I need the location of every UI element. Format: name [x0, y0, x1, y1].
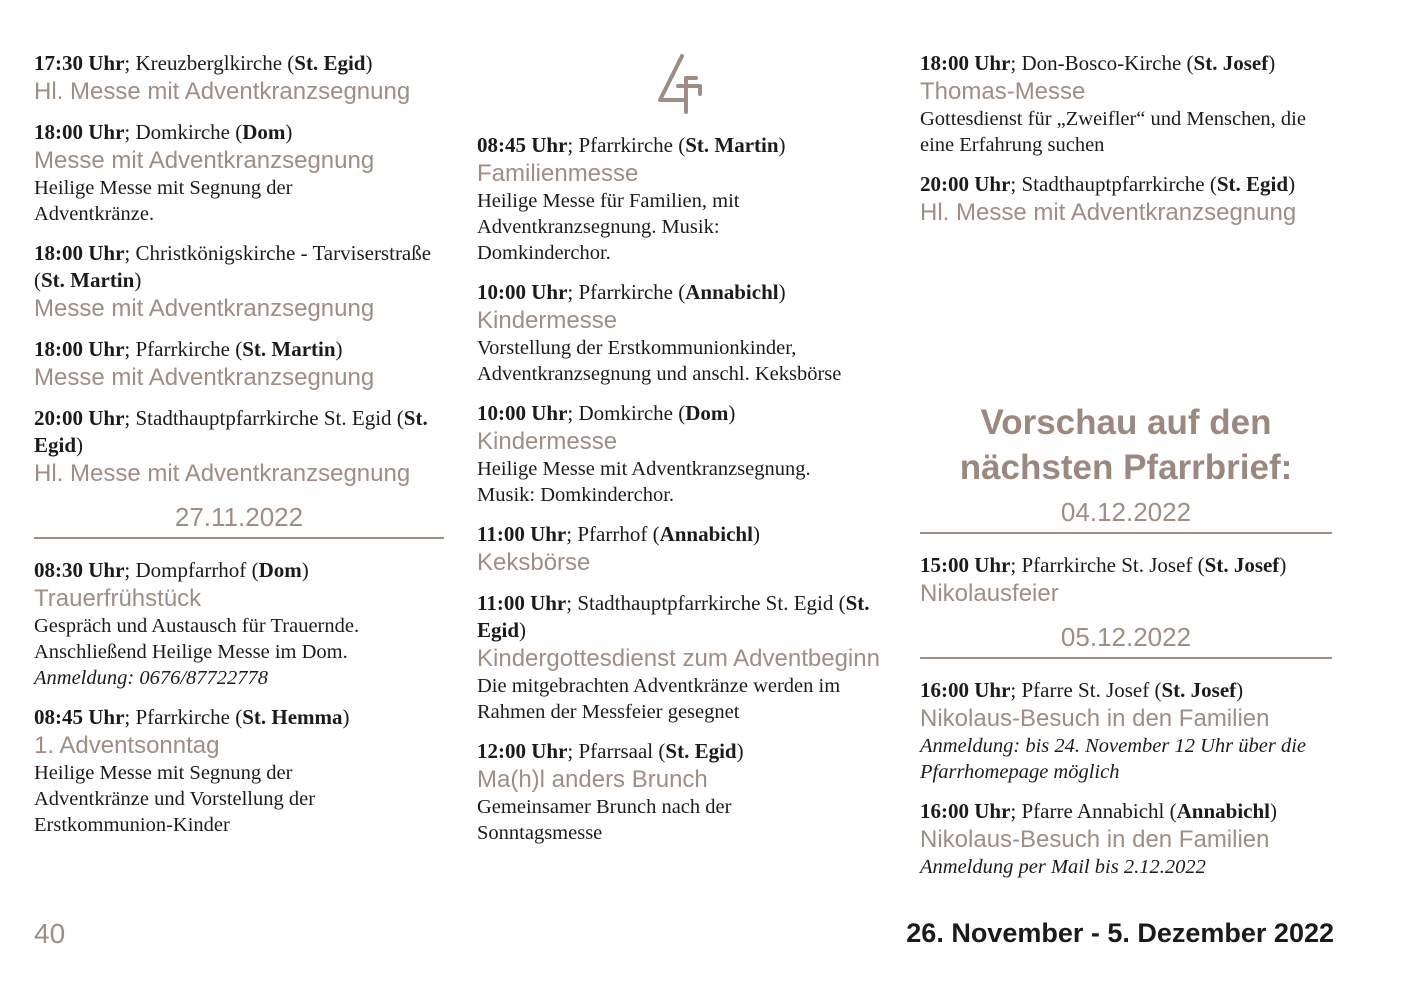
- event-place: ; Pfarrkirche: [567, 133, 679, 157]
- event-parish: St. Josef: [1193, 51, 1269, 75]
- event-entry: 16:00 Uhr; Pfarre St. Josef (St. Josef) Nikolaus-Besuch in den Familien Anmeldung: bis 24. November 12 Uhr über die Pfarrhomepage möglich: [920, 677, 1332, 785]
- event-entry: 18:00 Uhr; Don-Bosco-Kirche (St. Josef) Thomas-Messe Gottesdienst für „Zweifler“ und Menschen, die eine Erfahrung suchen: [920, 50, 1332, 158]
- column-right: [920, 50, 1332, 893]
- event-description: Gemeinsamer Brunch nach der Sonntagsmesse: [477, 796, 732, 844]
- event-place: ; Pfarrkirche St. Josef: [1010, 553, 1198, 577]
- event-title: Nikolaus-Besuch in den Familien: [920, 705, 1270, 732]
- event-place: ; Stadthauptpfarrkirche St. Egid: [124, 406, 397, 430]
- event-place: ; Domkirche: [567, 401, 679, 425]
- event-time: 18:00 Uhr: [34, 337, 125, 361]
- event-entry: 15:00 Uhr; Pfarrkirche St. Josef (St. Josef) Nikolausfeier: [920, 552, 1332, 608]
- event-parish: St. Egid: [477, 591, 870, 642]
- event-entry: 08:30 Uhr; Dompfarrhof (Dom) Trauerfrühstück Gespräch und Austausch für Trauernde. Anschließend Heilige Messe im Dom. Anmeldung: 0676/87722778: [34, 557, 444, 691]
- event-time: 18:00 Uhr: [920, 51, 1011, 75]
- page-number: 40: [34, 918, 66, 949]
- event-title: Hl. Messe mit Adventkranzsegnung: [920, 199, 1297, 226]
- date-heading: 05.12.2022: [920, 621, 1332, 659]
- event-description: Die mitgebrachten Adventkränze werden im Rahmen der Messfeier gesegnet: [477, 675, 841, 723]
- event-parish: St. Josef: [1161, 678, 1237, 702]
- event-parish: St. Egid: [34, 406, 428, 457]
- event-title: Messe mit Adventkranzsegnung: [34, 364, 375, 391]
- event-title: Familienmesse: [477, 160, 639, 187]
- event-place: ; Christkönigskirche - Tarviserstraße: [124, 241, 432, 265]
- event-parish: St. Josef: [1204, 553, 1280, 577]
- event-place: ; Pfarrkirche: [567, 280, 679, 304]
- event-note: Anmeldung per Mail bis 2.12.2022: [920, 856, 1206, 878]
- event-time: 10:00 Uhr: [477, 401, 568, 425]
- event-parish: St. Martin: [242, 337, 336, 361]
- event-entry: 20:00 Uhr; Stadthauptpfarrkirche (St. Egid) Hl. Messe mit Adventkranzsegnung: [920, 171, 1332, 227]
- event-place: ; Domkirche: [124, 120, 236, 144]
- event-note: Anmeldung: 0676/87722778: [34, 667, 269, 689]
- date-heading: 04.12.2022: [920, 496, 1332, 534]
- event-place: ; Pfarre St. Josef: [1010, 678, 1155, 702]
- event-entry: 08:45 Uhr; Pfarrkirche (St. Martin) Familienmesse Heilige Messe für Familien, mit Adventkranzsegnung. Musik: Domkinderchor.: [477, 132, 887, 266]
- event-title: Kindermesse: [477, 307, 618, 334]
- event-description: Heilige Messe für Familien, mit Adventkranzsegnung. Musik: Domkinderchor.: [477, 190, 740, 264]
- event-parish: St. Egid: [665, 739, 737, 763]
- event-entry: 20:00 Uhr; Stadthauptpfarrkirche St. Egid (St. Egid) Hl. Messe mit Adventkranzsegnung: [34, 405, 444, 488]
- column-left: [34, 50, 444, 851]
- event-parish: St. Martin: [685, 133, 779, 157]
- event-entry: 10:00 Uhr; Domkirche (Dom) Kindermesse Heilige Messe mit Adventkranzsegnung. Musik: Domkinderchor.: [477, 400, 887, 508]
- event-entry: 18:00 Uhr; Domkirche (Dom) Messe mit Adventkranzsegnung Heilige Messe mit Segnung der Adventkränze.: [34, 119, 444, 227]
- event-parish: Annabichl: [685, 280, 779, 304]
- event-title: Trauerfrühstück: [34, 585, 202, 612]
- event-parish: Annabichl: [659, 522, 753, 546]
- event-description: Heilige Messe mit Segnung der Adventkränze.: [34, 177, 293, 225]
- event-place: ; Pfarrsaal: [567, 739, 659, 763]
- event-place: ; Pfarrkirche: [124, 337, 236, 361]
- preview-heading: Vorschau auf den nächsten Pfarrbrief:: [959, 403, 1293, 487]
- event-time: 17:30 Uhr: [34, 51, 125, 75]
- advent-sunday-marker: [477, 50, 887, 132]
- event-note: Anmeldung: bis 24. November 12 Uhr über die Pfarrhomepage möglich: [920, 735, 1307, 783]
- event-time: 10:00 Uhr: [477, 280, 568, 304]
- date-range: 26. November - 5. Dezember 2022: [906, 918, 1334, 948]
- event-parish: St. Martin: [41, 268, 135, 292]
- spacer: [920, 240, 1332, 400]
- event-time: 18:00 Uhr: [34, 241, 125, 265]
- event-time: 11:00 Uhr: [477, 522, 567, 546]
- event-place: ; Pfarrhof: [566, 522, 653, 546]
- event-title: Hl. Messe mit Adventkranzsegnung: [34, 460, 411, 487]
- event-title: Messe mit Adventkranzsegnung: [34, 295, 375, 322]
- advent-four-cross-icon: [652, 50, 712, 116]
- event-time: 15:00 Uhr: [920, 553, 1011, 577]
- event-entry: 08:45 Uhr; Pfarrkirche (St. Hemma) 1. Adventsonntag Heilige Messe mit Segnung der Adventkränze und Vorstellung der Erstkommunion-Kinder: [34, 704, 444, 838]
- column-middle: [477, 50, 887, 859]
- event-place: ; Stadthauptpfarrkirche: [1010, 172, 1210, 196]
- event-parish: St. Hemma: [242, 705, 343, 729]
- event-place: ; Pfarrkirche: [124, 705, 236, 729]
- event-title: Messe mit Adventkranzsegnung: [34, 147, 375, 174]
- event-place: ; Pfarre Annabichl: [1010, 799, 1170, 823]
- event-parish: Dom: [242, 120, 286, 144]
- event-place: ; Dompfarrhof: [124, 558, 252, 582]
- event-parish: St. Egid: [294, 51, 366, 75]
- event-time: 16:00 Uhr: [920, 799, 1011, 823]
- event-title: Nikolaus-Besuch in den Familien: [920, 826, 1270, 853]
- event-entry: 11:00 Uhr; Stadthauptpfarrkirche St. Egid (St. Egid) Kindergottesdienst zum Adventbeginn Die mitgebrachten Adventkränze werden im Rahmen der Messfeier gesegnet: [477, 590, 887, 725]
- event-time: 16:00 Uhr: [920, 678, 1011, 702]
- event-entry: 11:00 Uhr; Pfarrhof (Annabichl) Keksbörse: [477, 521, 887, 577]
- date-heading: 27.11.2022: [34, 501, 444, 539]
- event-title: 1. Adventsonntag: [34, 732, 220, 759]
- event-title: Thomas-Messe: [920, 78, 1086, 105]
- event-place: ; Kreuzberglkirche: [124, 51, 288, 75]
- event-entry: 18:00 Uhr; Pfarrkirche (St. Martin) Messe mit Adventkranzsegnung: [34, 336, 444, 392]
- event-time: 12:00 Uhr: [477, 739, 568, 763]
- event-time: 08:30 Uhr: [34, 558, 125, 582]
- event-description: Gespräch und Austausch für Trauernde. Anschließend Heilige Messe im Dom.: [34, 615, 360, 663]
- event-description: Gottesdienst für „Zweifler“ und Menschen, die eine Erfahrung suchen: [920, 108, 1306, 156]
- event-parish: Annabichl: [1176, 799, 1270, 823]
- event-entry: 18:00 Uhr; Christkönigskirche - Tarviserstraße (St. Martin) Messe mit Adventkranzsegnung: [34, 240, 444, 323]
- event-time: 08:45 Uhr: [34, 705, 125, 729]
- event-entry: 12:00 Uhr; Pfarrsaal (St. Egid) Ma(h)l anders Brunch Gemeinsamer Brunch nach der Sonntagsmesse: [477, 738, 887, 846]
- event-time: 18:00 Uhr: [34, 120, 125, 144]
- event-entry: 10:00 Uhr; Pfarrkirche (Annabichl) Kindermesse Vorstellung der Erstkommunionkinder, Adventkranzsegnung und anschl. Keksbörse: [477, 279, 887, 387]
- event-time: 11:00 Uhr: [477, 591, 567, 615]
- event-entry: 16:00 Uhr; Pfarre Annabichl (Annabichl) Nikolaus-Besuch in den Familien Anmeldung per Mail bis 2.12.2022: [920, 798, 1332, 880]
- event-time: 20:00 Uhr: [920, 172, 1011, 196]
- event-parish: Dom: [685, 401, 729, 425]
- event-description: Heilige Messe mit Segnung der Adventkränze und Vorstellung der Erstkommunion-Kinder: [34, 762, 316, 836]
- event-title: Nikolausfeier: [920, 580, 1059, 607]
- event-entry: 17:30 Uhr; Kreuzberglkirche (St. Egid) Hl. Messe mit Adventkranzsegnung: [34, 50, 444, 106]
- event-title: Kindermesse: [477, 428, 618, 455]
- event-time: 08:45 Uhr: [477, 133, 568, 157]
- event-title: Ma(h)l anders Brunch: [477, 766, 708, 793]
- event-time: 20:00 Uhr: [34, 406, 125, 430]
- event-parish: St. Egid: [1216, 172, 1289, 196]
- event-parish: Dom: [258, 558, 302, 582]
- event-description: Vorstellung der Erstkommunionkinder, Adventkranzsegnung und anschl. Keksbörse: [477, 337, 842, 385]
- event-title: Kindergottesdienst zum Adventbeginn: [477, 645, 880, 672]
- event-description: Heilige Messe mit Adventkranzsegnung. Musik: Domkinderchor.: [477, 458, 811, 506]
- event-place: ; Don-Bosco-Kirche: [1010, 51, 1187, 75]
- event-title: Keksbörse: [477, 549, 591, 576]
- event-place: ; Stadthauptpfarrkirche St. Egid: [566, 591, 839, 615]
- event-title: Hl. Messe mit Adventkranzsegnung: [34, 78, 411, 105]
